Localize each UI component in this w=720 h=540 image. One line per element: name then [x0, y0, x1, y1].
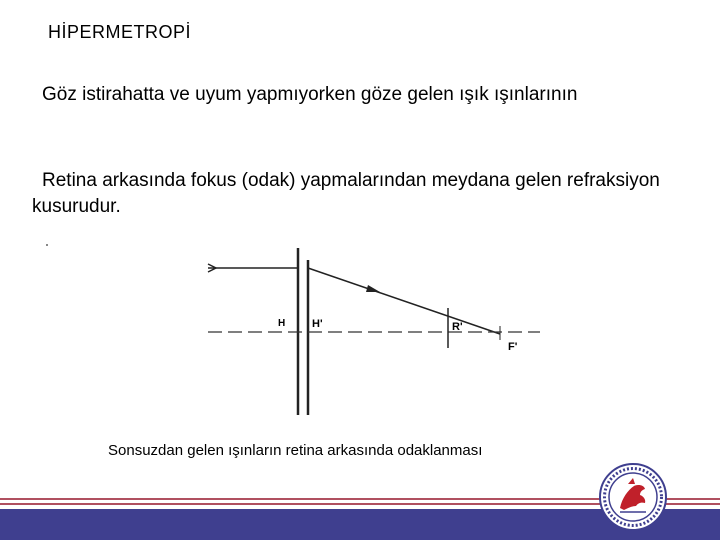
university-seal-icon [598, 462, 668, 532]
slide-title: HİPERMETROPİ [48, 22, 192, 42]
paragraph-definition-part2 [32, 168, 712, 220]
refracted-ray-arrow-icon [366, 285, 380, 292]
label-h: H [278, 318, 286, 329]
paragraph-definition-part1 [32, 82, 692, 108]
label-f-prime: F' [508, 341, 518, 353]
label-r-prime: R' [452, 321, 463, 333]
refracted-ray [308, 268, 500, 334]
label-h-prime: H' [312, 318, 323, 330]
diagram-caption: Sonsuzdan gelen ışınların retina arkasında odaklanması [108, 442, 483, 459]
paragraph-1-text: Göz istirahatta ve uyum yapmıyorken göze gelen ışık ışınlarının [42, 84, 578, 105]
stray-dot [46, 244, 48, 246]
hyperopia-ray-diagram [200, 240, 560, 420]
paragraph-2-text: Retina arkasında fokus (odak) yapmalarından meydana gelen refraksiyon kusurudur. [32, 170, 660, 217]
